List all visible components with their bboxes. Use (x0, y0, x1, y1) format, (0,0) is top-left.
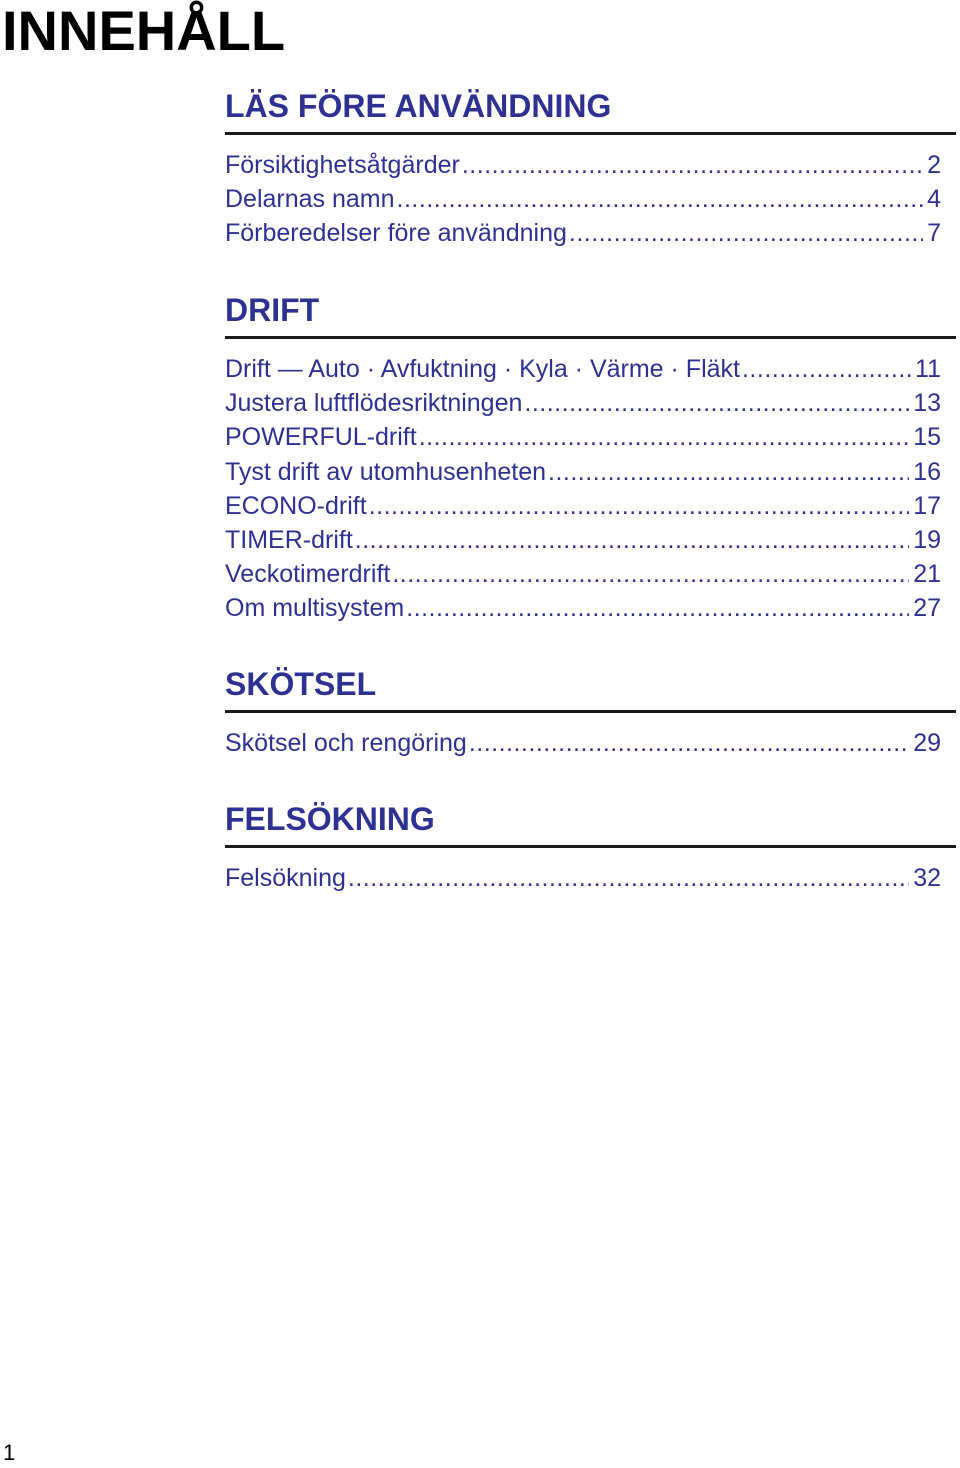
dot-leader (462, 148, 923, 182)
dot-leader (397, 182, 924, 216)
toc-entry[interactable] (225, 148, 941, 182)
toc-entry[interactable] (225, 386, 941, 420)
dot-leader (548, 455, 909, 489)
section-heading: FELSÖKNING (225, 797, 956, 848)
toc-section-felsokning (225, 797, 956, 895)
section-heading: SKÖTSEL (225, 662, 956, 713)
toc-section-las-fore-anvandning (225, 84, 956, 251)
toc-entry-page: 15 (913, 423, 941, 452)
toc-entry[interactable] (225, 455, 941, 489)
section-heading: DRIFT (225, 288, 956, 339)
toc-entry-title: Delarnas namn (225, 185, 395, 214)
dot-leader (469, 726, 909, 760)
toc-section-skotsel (225, 662, 956, 760)
dot-leader (348, 861, 909, 895)
toc-entry[interactable] (225, 861, 941, 895)
dot-leader (392, 557, 909, 591)
toc-entry-page: 7 (927, 219, 941, 248)
toc-entry-title: Tyst drift av utomhusenheten (225, 457, 547, 486)
dot-leader (419, 420, 910, 454)
toc-entry-title: Skötsel och rengöring (225, 729, 467, 757)
toc-entry[interactable] (225, 557, 941, 591)
toc-entry-list (225, 339, 941, 626)
toc-entry[interactable] (225, 591, 941, 625)
toc-entry-title: Drift — Auto · Avfuktning · Kyla · Värme · Fläkt (225, 355, 740, 383)
toc-entry-title: Veckotimerdrift (225, 560, 391, 589)
dot-leader (406, 591, 909, 625)
toc-entry-list (225, 848, 941, 895)
toc-entry-page: 11 (915, 355, 941, 383)
toc-entry[interactable] (225, 182, 941, 216)
toc-entry-page: 19 (913, 525, 941, 554)
toc-entry-list (225, 135, 941, 251)
page-title: INNEHÅLL (2, 0, 286, 62)
toc-entry[interactable] (225, 352, 941, 386)
toc-entry[interactable] (225, 216, 941, 250)
dot-leader (524, 386, 909, 420)
section-heading: LÄS FÖRE ANVÄNDNING (225, 84, 956, 135)
dot-leader (355, 523, 909, 557)
dot-leader (569, 216, 923, 250)
toc-entry[interactable] (225, 523, 941, 557)
toc-entry-title: ECONO-drift (225, 491, 367, 520)
dot-leader (742, 352, 911, 386)
toc-section-drift (225, 288, 956, 626)
toc-entry-page: 29 (913, 729, 941, 757)
toc-entry-page: 17 (913, 491, 941, 520)
toc-entry-page: 32 (913, 864, 941, 892)
toc-entry-page: 16 (913, 457, 941, 486)
toc-entry-title: POWERFUL-drift (225, 423, 417, 452)
toc-entry-title: Justera luftflödesriktningen (225, 389, 523, 418)
toc-entry-title: Förberedelser före användning (225, 219, 567, 248)
dot-leader (369, 489, 910, 523)
page-number: 1 (3, 1440, 16, 1465)
toc-entry-page: 2 (927, 151, 941, 179)
toc-entry-page: 21 (913, 560, 941, 589)
toc-entry-title: Felsökning (225, 864, 346, 892)
toc-entry-page: 4 (927, 185, 941, 214)
toc-entry-list (225, 713, 941, 760)
toc-entry[interactable] (225, 726, 941, 760)
toc-entry-title: Om multisystem (225, 594, 405, 623)
toc-entry-page: 27 (913, 594, 941, 623)
toc-entry-title: TIMER-drift (225, 525, 353, 554)
toc-entry-page: 13 (913, 389, 941, 418)
toc-entry[interactable] (225, 420, 941, 454)
toc-entry-title: Försiktighetsåtgärder (225, 151, 460, 179)
toc-entry[interactable] (225, 489, 941, 523)
